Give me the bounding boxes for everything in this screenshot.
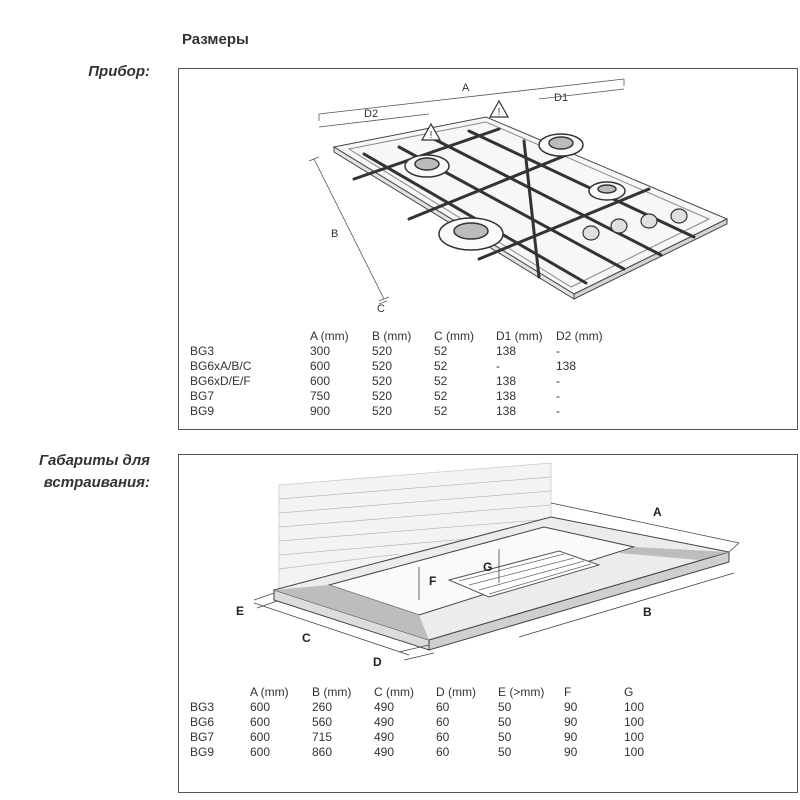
table-row [190,389,616,404]
appliance-section-label: Прибор: [88,63,150,80]
dim-label-f: F [429,574,437,588]
table-header: D2 (mm) [556,329,603,343]
table-row [190,404,616,419]
table-cell: 600 [250,715,271,729]
table-header: B (mm) [372,329,412,343]
table-cell: - [496,359,500,373]
table-cell: - [556,404,560,418]
table-cell: 520 [372,374,393,388]
table-cell: 52 [434,344,448,358]
table-cell: 100 [624,715,645,729]
table-header [190,329,310,344]
table-cell: BG3 [190,344,215,358]
installation-dimensions-table [190,685,674,760]
table-cell: 490 [374,730,395,744]
table-row [190,374,616,389]
table-cell: 50 [498,715,512,729]
table-cell: 520 [372,344,393,358]
table-header: E (>mm) [498,685,545,699]
table-cell: 100 [624,745,645,759]
table-cell: 50 [498,745,512,759]
table-cell: 60 [436,730,450,744]
table-cell: BG7 [190,730,215,744]
dim-label-d: D [373,655,382,669]
table-cell: 860 [312,745,333,759]
table-cell: 520 [372,389,393,403]
table-header: D1 (mm) [496,329,543,343]
table-cell: 260 [312,700,333,714]
table-row [190,715,674,730]
warning-glyph-1: ! [429,130,433,141]
table-cell: BG9 [190,404,215,418]
table-cell: 138 [496,404,517,418]
table-cell: 138 [556,359,577,373]
table-cell: 600 [250,730,271,744]
table-cell: 600 [250,745,271,759]
dim-label-d1: D1 [554,92,569,104]
table-cell: 490 [374,715,395,729]
installation-dimensions-panel [178,454,798,793]
table-cell: 600 [310,374,331,388]
table-cell: - [556,344,560,358]
table-cell: 560 [312,715,333,729]
table-cell: 138 [496,374,517,388]
table-row [190,344,616,359]
dim-label-e: E [236,604,245,618]
table-header: G [624,685,634,699]
table-cell: 750 [310,389,331,403]
table-cell: 100 [624,730,645,744]
table-row [190,730,674,745]
table-cell: 50 [498,730,512,744]
table-cell: 90 [564,745,578,759]
table-cell: 300 [310,344,331,358]
warning-glyph-2: ! [497,107,501,118]
table-cell: 90 [564,700,578,714]
table-row [190,700,674,715]
table-cell: 490 [374,700,395,714]
table-cell: 60 [436,745,450,759]
table-cell: BG6xD/E/F [190,374,251,388]
table-cell: 138 [496,389,517,403]
table-cell: 60 [436,700,450,714]
table-cell: 50 [498,700,512,714]
page-title: Размеры [182,31,249,48]
table-header: C (mm) [374,685,414,699]
table-cell: 600 [310,359,331,373]
table-header [190,685,250,700]
table-cell: BG9 [190,745,215,759]
table-header: A (mm) [310,329,349,343]
table-cell: 900 [310,404,331,418]
dim-label-g: G [483,560,493,574]
table-cell: 52 [434,389,448,403]
table-cell: 52 [434,374,448,388]
table-header-row [190,329,616,344]
table-cell: 90 [564,715,578,729]
table-cell: BG3 [190,700,215,714]
appliance-dimensions-panel [178,68,798,430]
cutout-diagram [179,455,797,683]
table-cell: 520 [372,359,393,373]
table-cell: - [556,374,560,388]
dim-label-a: A [462,82,470,94]
table-cell: BG6xA/B/C [190,359,252,373]
table-row [190,359,616,374]
table-header-row [190,685,674,700]
dim-label-b: B [331,228,339,240]
installation-label-line2: встраивания: [43,474,150,491]
table-cell: BG6 [190,715,215,729]
table-cell: 138 [496,344,517,358]
table-cell: BG7 [190,389,215,403]
dim-label-c: C [377,303,385,315]
table-header: A (mm) [250,685,289,699]
dim-label-b: B [643,605,652,619]
dim-label-a: A [653,505,662,519]
table-header: D (mm) [436,685,476,699]
table-cell: 520 [372,404,393,418]
dim-label-c: C [302,631,311,645]
table-header: F [564,685,572,699]
table-cell: - [556,389,560,403]
dim-label-d2: D2 [364,108,379,120]
table-cell: 600 [250,700,271,714]
table-cell: 90 [564,730,578,744]
table-cell: 52 [434,404,448,418]
installation-section-label [0,450,150,494]
table-cell: 490 [374,745,395,759]
table-cell: 100 [624,700,645,714]
table-cell: 715 [312,730,333,744]
table-header: C (mm) [434,329,474,343]
appliance-dimensions-table [190,329,616,419]
table-row [190,745,674,760]
hob-diagram [179,69,797,329]
table-header: B (mm) [312,685,352,699]
installation-label-line1: Габариты для [38,452,150,469]
table-cell: 52 [434,359,448,373]
table-cell: 60 [436,715,450,729]
